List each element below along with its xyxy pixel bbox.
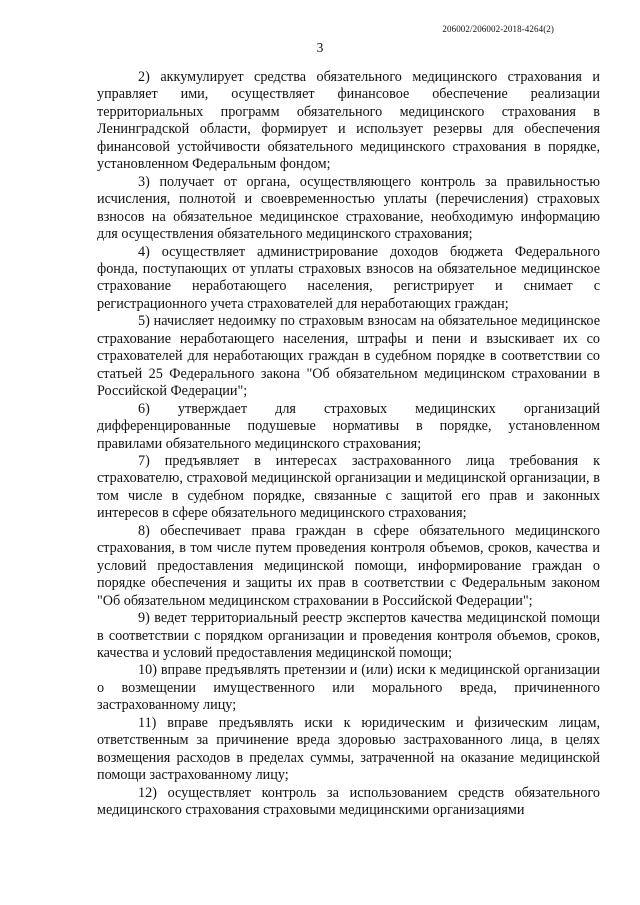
paragraph-item-3: 3) получает от органа, осуществляющего контроль за правильностью исчисления, полнотой и своевременностью уплаты (перечисления) страховых взносов на обязательное медицинское страхование, необходимую информацию для осуществления обязательного медицинского страхования; — [97, 173, 600, 243]
paragraph-item-7: 7) предъявляет в интересах застрахованного лица требования к страхователю, страховой медицинской организации и медицинской организации, в том числе в судебном порядке, связанные с защитой его прав и законных интересов в сфере обязательного медицинского страхования; — [97, 452, 600, 522]
document-body — [97, 69, 600, 819]
paragraph-item-10: 10) вправе предъявлять претензии и (или) иски к медицинской организации о возмещении имущественного или морального вреда, причиненного застрахованному лицу; — [97, 662, 600, 714]
paragraph-item-4: 4) осуществляет администрирование доходов бюджета Федерального фонда, поступающих от уплаты страховых взносов на обязательное медицинское страхование неработающего населения, регистрирует и снимает с регистрационного учета страхователей для неработающих граждан; — [97, 243, 600, 312]
paragraph-item-6: 6) утверждает для страховых медицинских организаций дифференцированные подушевые нормативы в порядке, установленном правилами обязательного медицинского страхования; — [97, 400, 600, 452]
paragraph-item-8: 8) обеспечивает права граждан в сфере обязательного медицинского страхования, в том числе путем проведения контроля объемов, сроков, качества и условий предоставления медицинской помощи, информирование граждан о порядке обеспечения и защиты их прав в соответствии с Федеральным законом "Об обязательном медицинском страховании в Российской Федерации"; — [97, 522, 600, 609]
paragraph-item-11: 11) вправе предъявлять иски к юридическим и физическим лицам, ответственным за причинение вреда здоровью застрахованного лица, в целях возмещения расходов в пределах суммы, затраченной на оказание медицинской помощи застрахованному лицу; — [97, 714, 600, 784]
page-number: 3 — [316, 40, 324, 55]
paragraph-item-12: 12) осуществляет контроль за использованием средств обязательного медицинского страхования страховыми медицинскими организациями — [97, 784, 600, 819]
paragraph-item-9: 9) ведет территориальный реестр экспертов качества медицинской помощи в соответствии с порядком организации и проведения контроля объемов, сроков, качества и условий предоставления медицинской помощи; — [97, 610, 600, 661]
paragraph-item-2: 2) аккумулирует средства обязательного медицинского страхования и управляет ими, осуществляет финансовое обеспечение реализации территориальных программ обязательного медицинского страхования в Ленинградской области, формирует и использует резервы для обеспечения финансовой устойчивости обязательного медицинского страхования в порядке, установленном Федеральным фондом; — [97, 69, 600, 173]
paragraph-item-5: 5) начисляет недоимку по страховым взносам на обязательное медицинское страхование неработающего населения, штрафы и пени и взыскивает их со страхователей для неработающих граждан в судебном порядке в соответствии со статьей 25 Федерального закона "Об обязательном медицинском страховании в Российской Федерации"; — [97, 313, 600, 400]
document-reference-number: 206002/206002-2018-4264(2) — [442, 24, 554, 34]
